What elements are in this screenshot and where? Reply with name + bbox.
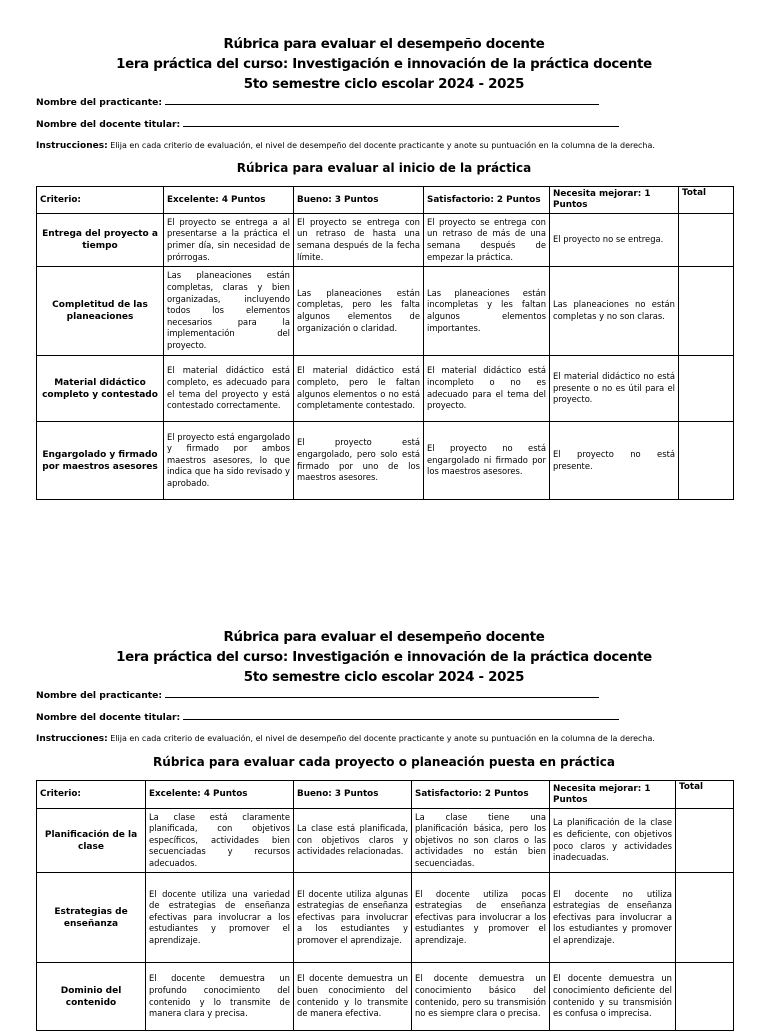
instructions xyxy=(36,734,655,744)
total-cell[interactable] xyxy=(679,267,734,356)
practicante-field xyxy=(36,689,599,701)
mejorar-cell: La planificación de la clase es deficiente, con objetivos poco claros y actividades inadecuadas. xyxy=(550,809,676,873)
criterio-cell: Entrega del proyecto a tiempo xyxy=(37,214,164,267)
total-cell[interactable] xyxy=(676,809,734,873)
titular-input-line[interactable] xyxy=(183,118,619,127)
practicante-label: Nombre del practicante: xyxy=(36,690,163,701)
practicante-label: Nombre del practicante: xyxy=(36,97,163,108)
total-cell[interactable] xyxy=(679,422,734,500)
total-cell[interactable] xyxy=(676,873,734,963)
header-satisfactorio: Satisfactorio: 2 Puntos xyxy=(412,781,550,809)
rubric-2-table xyxy=(36,780,734,1031)
header-mejorar: Necesita mejorar: 1 Puntos xyxy=(550,781,676,809)
criterio-cell: Estrategias de enseñanza xyxy=(37,873,146,963)
table-row xyxy=(37,873,734,963)
table-header-row xyxy=(37,781,734,809)
header-criterio: Criterio: xyxy=(37,781,146,809)
satisfactorio-cell: El proyecto se entrega con un retraso de más de una semana después de empezar la práctica. xyxy=(424,214,550,267)
titular-label: Nombre del docente titular: xyxy=(36,712,181,723)
titular-label: Nombre del docente titular: xyxy=(36,119,181,130)
table-row xyxy=(37,214,734,267)
excelente-cell: El docente utiliza una variedad de estrategias de enseñanza efectivas para involucrar a los estudiantes y promover el aprendizaje. xyxy=(146,873,294,963)
rubric-1-subtitle: Rúbrica para evaluar al inicio de la práctica xyxy=(236,161,532,175)
satisfactorio-cell: El proyecto no está engargolado ni firmado por los maestros asesores. xyxy=(424,422,550,500)
instructions-text: Elija en cada criterio de evaluación, el nivel de desempeño del docente practicante y anote su puntuación en la columna de la derecha. xyxy=(110,734,655,743)
excelente-cell: Las planeaciones están completas, claras y bien organizadas, incluyendo todos los elementos necesarios para la implementación del proyecto. xyxy=(164,267,294,356)
mejorar-cell: Las planeaciones no están completas y no son claras. xyxy=(550,267,679,356)
bueno-cell: La clase está planificada, con objetivos claros y actividades relacionadas. xyxy=(294,809,412,873)
bueno-cell: El proyecto se entrega con un retraso de hasta una semana después de la fecha límite. xyxy=(294,214,424,267)
header-criterio: Criterio: xyxy=(37,187,164,214)
bueno-cell: El docente demuestra un buen conocimiento del contenido y lo transmite de manera efectiva. xyxy=(294,963,412,1031)
header-excelente: Excelente: 4 Puntos xyxy=(164,187,294,214)
excelente-cell: La clase está claramente planificada, con objetivos específicos, actividades bien secuenciadas y recursos adecuados. xyxy=(146,809,294,873)
practicante-input-line[interactable] xyxy=(165,689,599,698)
satisfactorio-cell: Las planeaciones están incompletas y les faltan algunos elementos importantes. xyxy=(424,267,550,356)
practicante-input-line[interactable] xyxy=(165,96,599,105)
header-bueno: Bueno: 3 Puntos xyxy=(294,781,412,809)
satisfactorio-cell: El material didáctico está incompleto o no es adecuado para el tema del proyecto. xyxy=(424,356,550,422)
mejorar-cell: El proyecto no está presente. xyxy=(550,422,679,500)
satisfactorio-cell: La clase tiene una planificación básica, pero los objetivos no son claros o las actividades no están bien secuenciadas. xyxy=(412,809,550,873)
titular-field xyxy=(36,711,619,723)
criterio-cell: Engargolado y firmado por maestros asesores xyxy=(37,422,164,500)
table-row xyxy=(37,267,734,356)
bueno-cell: El proyecto está engargolado, pero solo está firmado por uno de los maestros asesores. xyxy=(294,422,424,500)
bueno-cell: El docente utiliza algunas estrategias de enseñanza efectivas para involucrar a los estudiantes y promover el aprendizaje. xyxy=(294,873,412,963)
mejorar-cell: El docente no utiliza estrategias de enseñanza efectivas para involucrar a los estudiantes y promover el aprendizaje. xyxy=(550,873,676,963)
criterio-cell: Dominio del contenido xyxy=(37,963,146,1031)
header-total: Total xyxy=(676,781,734,809)
total-cell[interactable] xyxy=(679,356,734,422)
total-cell[interactable] xyxy=(676,963,734,1031)
titular-input-line[interactable] xyxy=(183,711,619,720)
excelente-cell: El material didáctico está completo, es adecuado para el tema del proyecto y está contestado correctamente. xyxy=(164,356,294,422)
mejorar-cell: El docente demuestra un conocimiento deficiente del contenido y su transmisión es confusa o imprecisa. xyxy=(550,963,676,1031)
title-line-1: Rúbrica para evaluar el desempeño docente xyxy=(223,630,545,645)
table-row xyxy=(37,422,734,500)
excelente-cell: El docente demuestra un profundo conocimiento del contenido y lo transmite de manera clara y precisa. xyxy=(146,963,294,1031)
header-excelente: Excelente: 4 Puntos xyxy=(146,781,294,809)
header-bueno: Bueno: 3 Puntos xyxy=(294,187,424,214)
table-row xyxy=(37,809,734,873)
bueno-cell: Las planeaciones están completas, pero les falta algunos elementos de organización o claridad. xyxy=(294,267,424,356)
bueno-cell: El material didáctico está completo, pero le faltan algunos elementos o no está completamente contestado. xyxy=(294,356,424,422)
criterio-cell: Planificación de la clase xyxy=(37,809,146,873)
rubric-1-title xyxy=(0,35,768,95)
title-line-1: Rúbrica para evaluar el desempeño docente xyxy=(223,37,545,52)
instructions-label: Instrucciones: xyxy=(36,734,108,744)
satisfactorio-cell: El docente demuestra un conocimiento básico del contenido, pero su transmisión no es siempre clara o precisa. xyxy=(412,963,550,1031)
rubric-1-table xyxy=(36,186,734,500)
practicante-field xyxy=(36,96,599,108)
criterio-cell: Completitud de las planeaciones xyxy=(37,267,164,356)
mejorar-cell: El material didáctico no está presente o no es útil para el proyecto. xyxy=(550,356,679,422)
instructions-label: Instrucciones: xyxy=(36,141,108,151)
header-satisfactorio: Satisfactorio: 2 Puntos xyxy=(424,187,550,214)
title-line-3: 5to semestre ciclo escolar 2024 - 2025 xyxy=(243,77,525,92)
header-mejorar: Necesita mejorar: 1 Puntos xyxy=(550,187,679,214)
instructions xyxy=(36,141,655,151)
rubric-2-title xyxy=(0,628,768,688)
title-line-2: 1era práctica del curso: Investigación e innovación de la práctica docente xyxy=(116,57,652,72)
title-line-2: 1era práctica del curso: Investigación e innovación de la práctica docente xyxy=(116,650,652,665)
table-header-row xyxy=(37,187,734,214)
instructions-text: Elija en cada criterio de evaluación, el nivel de desempeño del docente practicante y anote su puntuación en la columna de la derecha. xyxy=(110,141,655,150)
excelente-cell: El proyecto se entrega a al presentarse a la práctica el primer día, sin necesidad de prórrogas. xyxy=(164,214,294,267)
header-total: Total xyxy=(679,187,734,214)
mejorar-cell: El proyecto no se entrega. xyxy=(550,214,679,267)
table-row xyxy=(37,963,734,1031)
table-row xyxy=(37,356,734,422)
rubric-2-subtitle: Rúbrica para evaluar cada proyecto o planeación puesta en práctica xyxy=(153,755,615,769)
satisfactorio-cell: El docente utiliza pocas estrategias de enseñanza efectivas para involucrar a los estudiantes y promover el aprendizaje. xyxy=(412,873,550,963)
titular-field xyxy=(36,118,619,130)
excelente-cell: El proyecto está engargolado y firmado por ambos maestros asesores, lo que indica que ha sido revisado y aprobado. xyxy=(164,422,294,500)
criterio-cell: Material didáctico completo y contestado xyxy=(37,356,164,422)
title-line-3: 5to semestre ciclo escolar 2024 - 2025 xyxy=(243,670,525,685)
total-cell[interactable] xyxy=(679,214,734,267)
